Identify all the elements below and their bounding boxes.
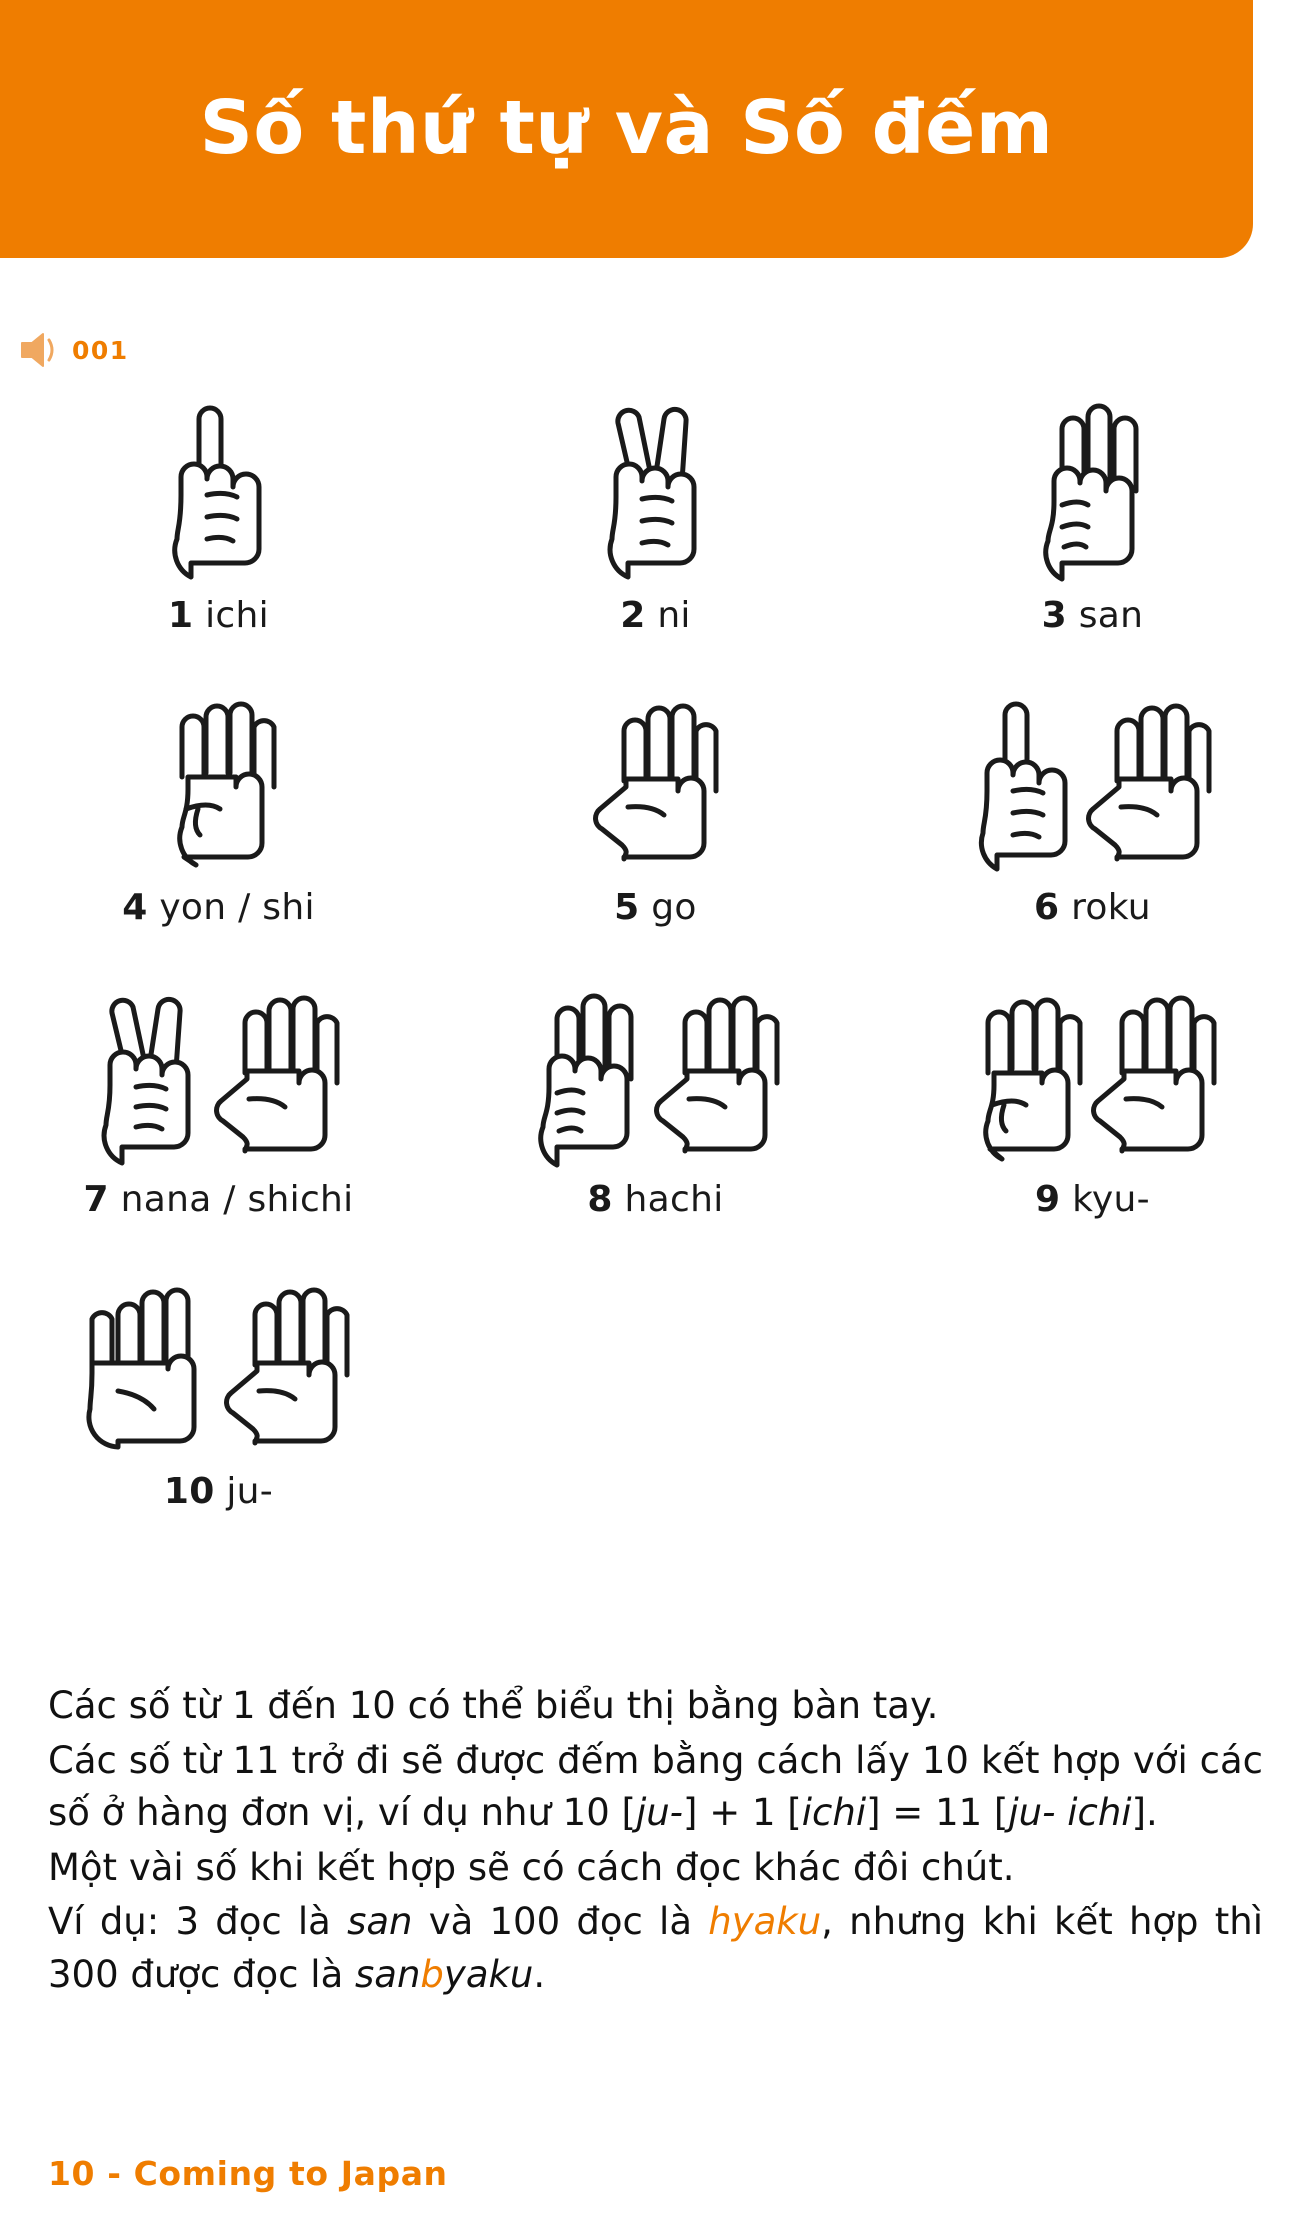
audio-track-number: 001	[72, 335, 129, 365]
hand-five-icon	[219, 1271, 354, 1461]
hand-four-icon	[964, 979, 1084, 1169]
number-digit-6: 6	[1034, 887, 1060, 928]
number-reading-3: san	[1078, 595, 1144, 636]
number-digit-2: 2	[620, 595, 646, 636]
number-grid-row	[0, 370, 1311, 662]
number-cell-empty	[874, 1246, 1311, 1538]
hand-illustration-9	[964, 954, 1221, 1169]
number-caption-9	[1035, 1179, 1150, 1220]
number-digit-7: 7	[83, 1179, 109, 1220]
explanation-p4-part-b: và 100 đọc là	[412, 1900, 709, 1944]
hand-five-icon	[1081, 687, 1216, 877]
hand-illustration-4	[158, 662, 278, 877]
number-digit-3: 3	[1041, 595, 1067, 636]
number-caption-1	[168, 595, 269, 636]
hand-one-icon	[969, 687, 1079, 877]
number-cell-7	[0, 954, 437, 1246]
hand-five-icon	[649, 979, 784, 1169]
hand-one-icon	[163, 395, 273, 585]
number-reading-8: hachi	[624, 1179, 724, 1220]
number-cell-2	[437, 370, 874, 662]
explanation-paragraph-1: Các số từ 1 đến 10 có thể biểu thị bằng bàn tay.	[48, 1684, 939, 1727]
number-cell-6	[874, 662, 1311, 954]
number-grid-row	[0, 1246, 1311, 1538]
number-digit-8: 8	[587, 1179, 613, 1220]
number-digit-5: 5	[614, 887, 640, 928]
hand-illustration-2	[598, 370, 713, 585]
explanation-paragraph-4	[48, 1896, 1263, 2001]
number-cell-5	[437, 662, 874, 954]
hand-illustration-1	[163, 370, 273, 585]
romaji-ju: ju-	[635, 1791, 684, 1835]
explanation-text	[48, 1680, 1263, 2003]
number-caption-10	[164, 1471, 273, 1512]
explanation-p4-part-a: Ví dụ: 3 đọc là	[48, 1900, 348, 1944]
romaji-hyaku: hyaku	[708, 1900, 822, 1944]
number-grid-row	[0, 954, 1311, 1246]
number-caption-8	[587, 1179, 723, 1220]
hand-five-icon	[588, 687, 723, 877]
number-digit-10: 10	[163, 1471, 215, 1512]
hand-illustration-10	[82, 1246, 354, 1461]
romaji-sanbyaku-part1: san	[355, 1952, 421, 1996]
hand-three-icon	[1032, 395, 1152, 585]
number-cell-empty	[437, 1246, 874, 1538]
hand-illustration-8	[527, 954, 784, 1169]
number-reading-9: kyu-	[1072, 1179, 1150, 1220]
hand-five-icon	[82, 1271, 217, 1461]
explanation-p4-part-c: , nhưng khi kết hợp thì 300 được đọc là	[48, 1900, 1263, 1996]
speaker-icon	[18, 330, 64, 370]
hand-four-icon	[158, 687, 278, 877]
hand-two-icon	[92, 979, 207, 1169]
romaji-sanbyaku-highlight: b	[420, 1952, 444, 1996]
explanation-p2-part-c: ] = 11 [	[866, 1791, 1009, 1835]
number-cell-10	[0, 1246, 437, 1538]
number-reading-2: ni	[657, 595, 691, 636]
romaji-san: san	[347, 1900, 413, 1944]
page-header	[0, 0, 1253, 258]
number-cell-1	[0, 370, 437, 662]
number-caption-2	[620, 595, 691, 636]
page-footer: 10 - Coming to Japan	[48, 2154, 448, 2193]
explanation-p2-part-a: Các số từ 11 trở đi sẽ được đếm bằng cách lấy 10 kết hợp với các số ở hàng đơn vị, ví dụ như 10 [	[48, 1738, 1263, 1835]
number-caption-6	[1034, 887, 1151, 928]
number-cell-9	[874, 954, 1311, 1246]
explanation-p4-part-d: .	[533, 1952, 546, 1996]
number-reading-5: go	[651, 887, 697, 928]
number-reading-6: roku	[1071, 887, 1151, 928]
explanation-paragraph-2	[48, 1735, 1263, 1840]
number-reading-10: ju-	[226, 1471, 274, 1512]
hand-two-icon	[598, 395, 713, 585]
number-caption-7	[84, 1179, 354, 1220]
hand-five-icon	[209, 979, 344, 1169]
romaji-ichi: ichi	[801, 1791, 867, 1835]
romaji-ju-ichi: ju- ichi	[1008, 1791, 1132, 1835]
explanation-p2-part-d: ].	[1131, 1791, 1158, 1835]
explanation-paragraph-3: Một vài số khi kết hợp sẽ có cách đọc khác đôi chút.	[48, 1845, 1015, 1889]
hand-three-icon	[527, 979, 647, 1169]
number-digit-1: 1	[168, 595, 194, 636]
audio-track-marker[interactable]	[18, 330, 129, 370]
number-reading-4: yon / shi	[159, 887, 315, 928]
number-caption-5	[614, 887, 697, 928]
hand-five-icon	[1086, 979, 1221, 1169]
hand-illustration-3	[1032, 370, 1152, 585]
romaji-sanbyaku-part2: yaku	[443, 1952, 534, 1996]
number-digit-4: 4	[122, 887, 148, 928]
number-grid	[0, 370, 1311, 1538]
page-title: Số thứ tự và Số đếm	[199, 85, 1054, 172]
number-digit-9: 9	[1034, 1179, 1061, 1220]
hand-illustration-7	[92, 954, 344, 1169]
number-reading-1: ichi	[205, 595, 269, 636]
number-caption-3	[1042, 595, 1144, 636]
number-cell-4	[0, 662, 437, 954]
number-cell-8	[437, 954, 874, 1246]
hand-illustration-5	[588, 662, 723, 877]
number-reading-7: nana / shichi	[120, 1179, 354, 1220]
number-caption-4	[122, 887, 315, 928]
explanation-p2-part-b: ] + 1 [	[683, 1791, 802, 1835]
hand-illustration-6	[969, 662, 1216, 877]
number-grid-row	[0, 662, 1311, 954]
number-cell-3	[874, 370, 1311, 662]
